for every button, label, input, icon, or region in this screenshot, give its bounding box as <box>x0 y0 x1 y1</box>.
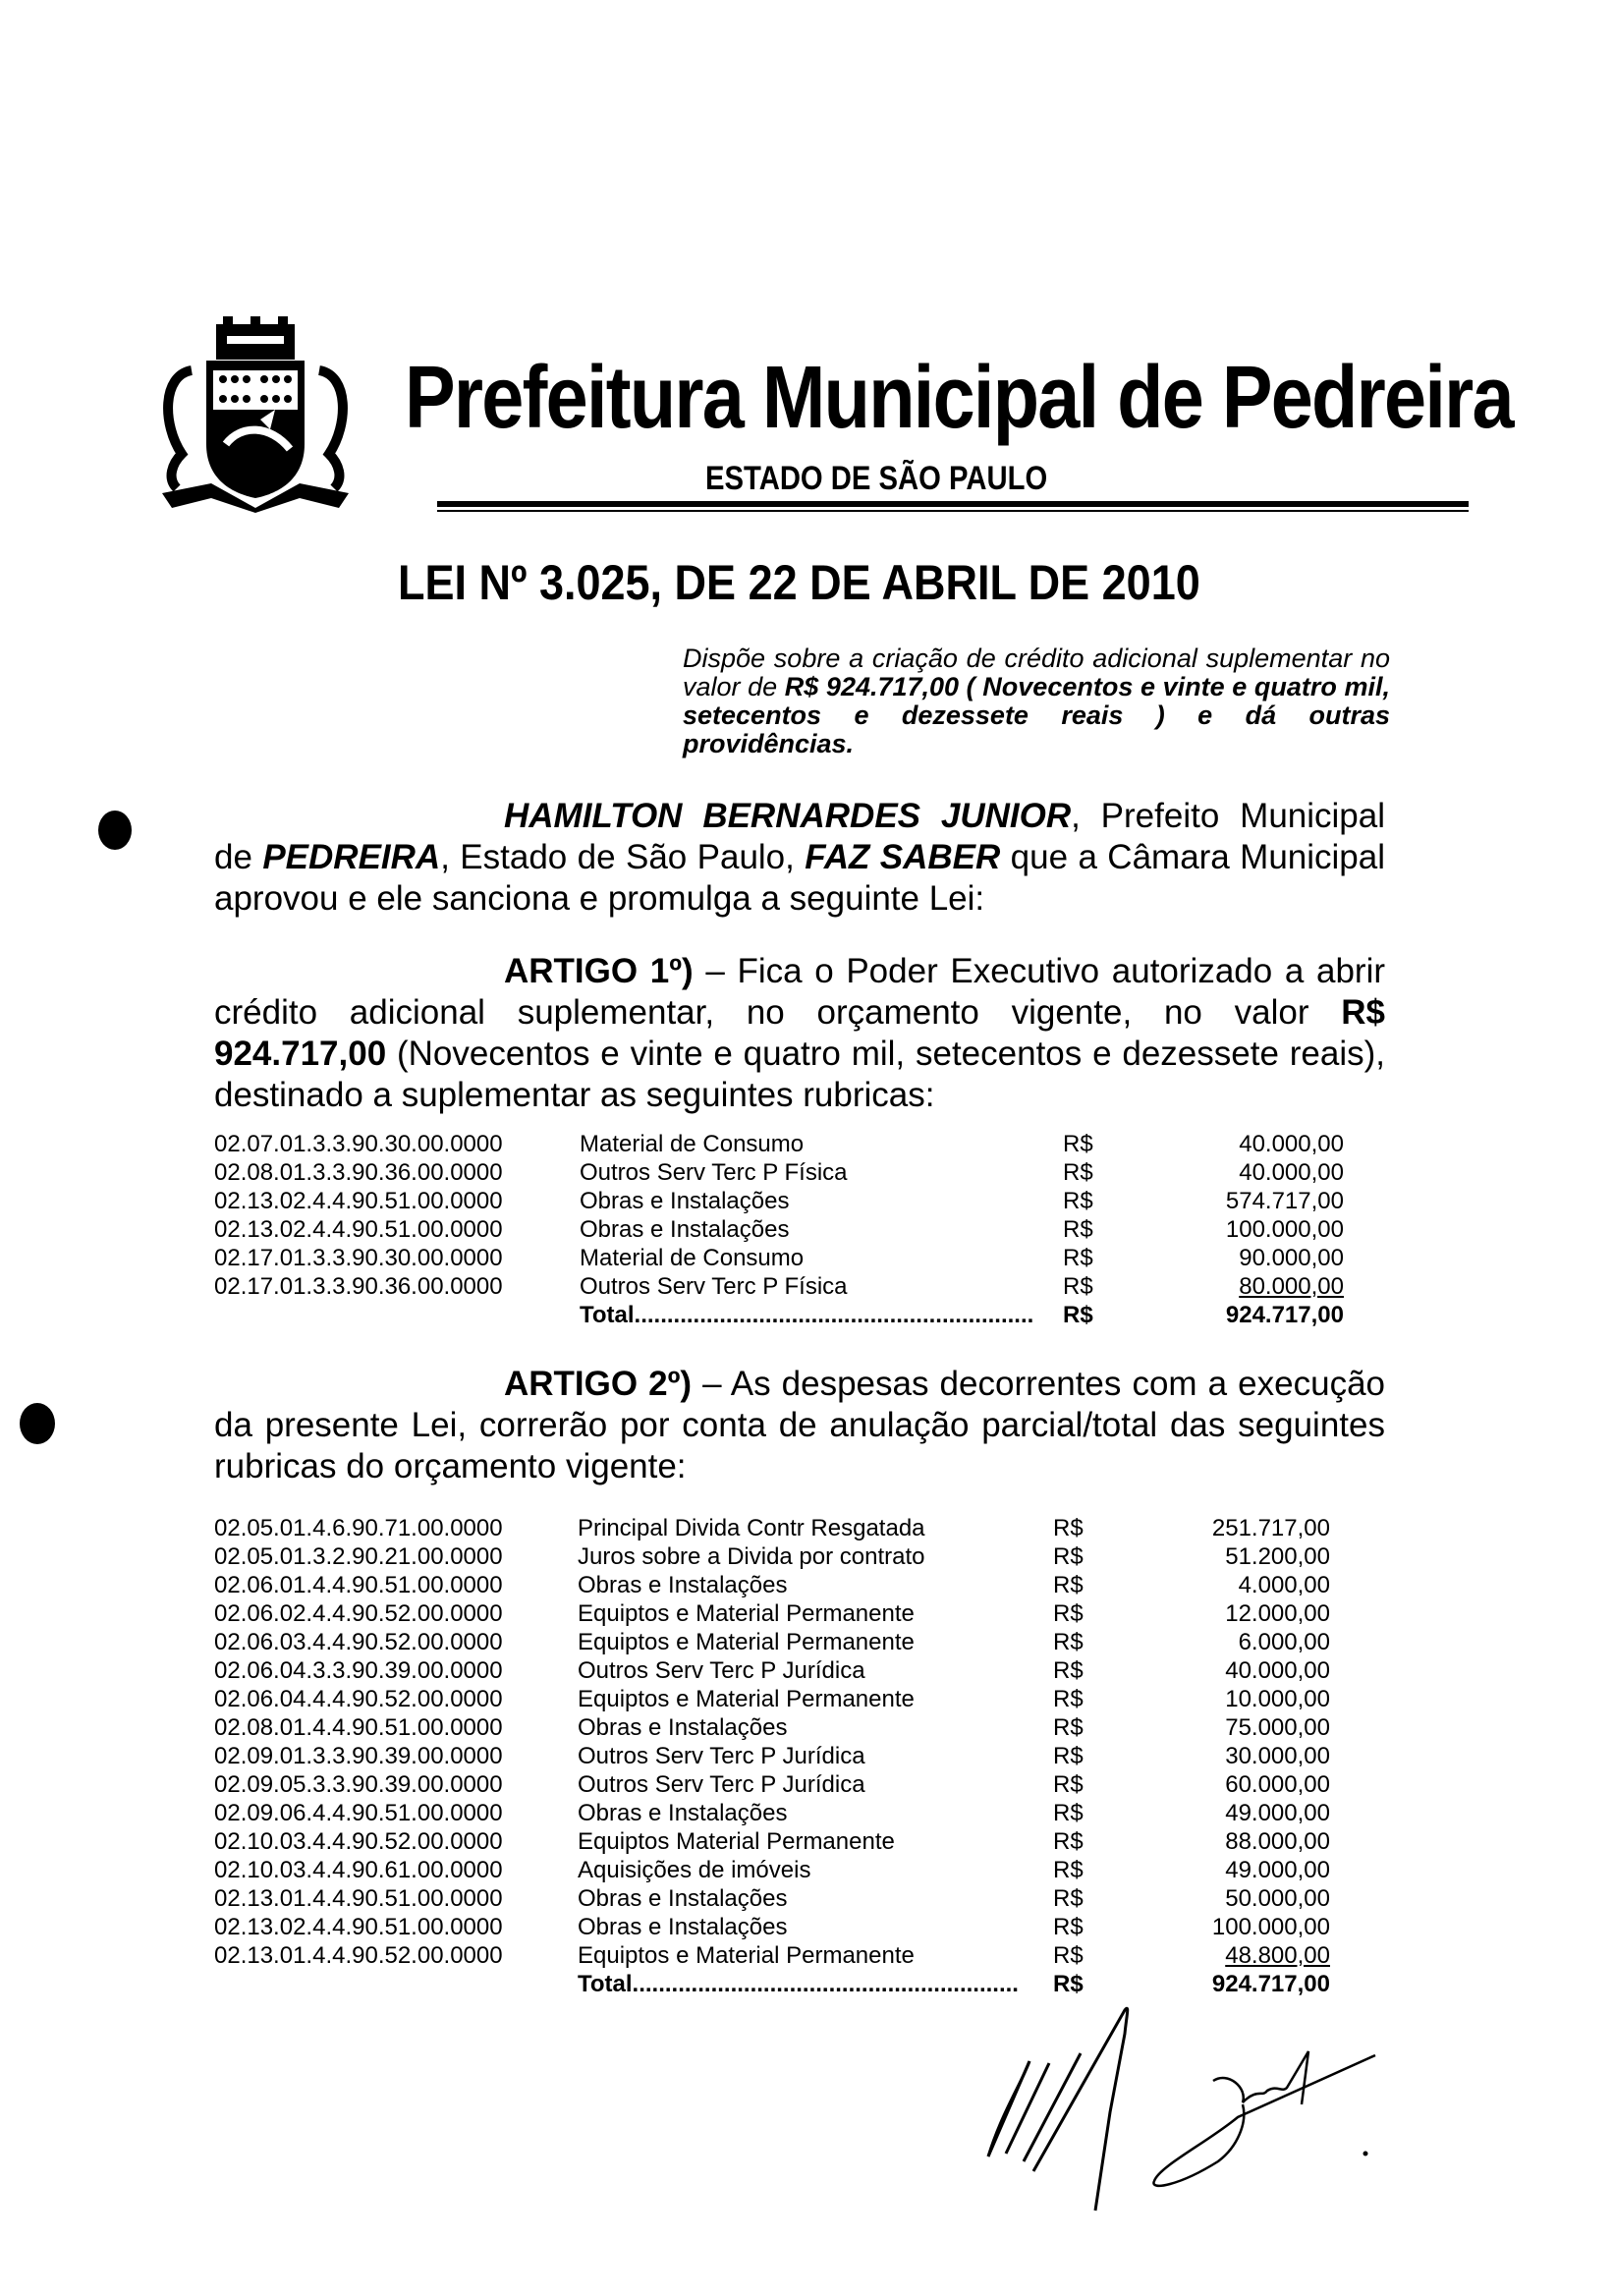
rubric-value: 30.000,00 <box>1225 1743 1330 1769</box>
article-1-amount: R$ 924.717,00 <box>214 993 1385 1073</box>
rubric-code: 02.13.01.4.4.90.52.00.0000 <box>214 1942 503 1969</box>
table-row <box>214 1628 1344 1656</box>
currency: R$ <box>1053 1629 1084 1655</box>
table-row <box>214 1941 1344 1970</box>
rubric-desc: Equiptos e Material Permanente <box>578 1686 915 1712</box>
rubric-value: 4.000,00 <box>1238 1572 1330 1598</box>
preamble-text: , Estado de São Paulo, <box>440 838 806 876</box>
header-divider-thin <box>437 510 1469 512</box>
page-subtitle: ESTADO DE SÃO PAULO <box>705 460 1048 497</box>
currency: R$ <box>1053 1885 1084 1912</box>
table-row <box>214 1187 1344 1215</box>
currency: R$ <box>1063 1302 1093 1328</box>
total-label: Total........................................................... <box>578 1971 1019 1997</box>
table-row <box>214 1713 1344 1742</box>
rubric-code: 02.05.01.3.2.90.21.00.0000 <box>214 1543 503 1570</box>
table-row <box>214 1571 1344 1599</box>
coat-of-arms-icon <box>152 316 359 513</box>
law-summary <box>683 644 1390 758</box>
signature-2-icon <box>1153 2051 1375 2186</box>
rubric-desc: Aquisições de imóveis <box>578 1857 811 1883</box>
rubric-value: 49.000,00 <box>1225 1800 1330 1826</box>
currency: R$ <box>1053 1657 1084 1684</box>
rubric-desc: Outros Serv Terc P Jurídica <box>578 1771 865 1798</box>
rubric-desc: Principal Divida Contr Resgatada <box>578 1515 925 1541</box>
currency: R$ <box>1063 1188 1093 1214</box>
summary-amount: R$ 924.717,00 <box>784 672 960 701</box>
total-value: 924.717,00 <box>1211 1971 1330 1997</box>
rubric-value: 49.000,00 <box>1225 1857 1330 1883</box>
rubric-desc: Material de Consumo <box>580 1245 805 1271</box>
table-row <box>214 1770 1344 1799</box>
table-row <box>214 1158 1344 1187</box>
rubric-desc: Obras e Instalações <box>578 1885 788 1912</box>
rubric-value: 88.000,00 <box>1225 1828 1330 1855</box>
article-1 <box>214 951 1385 1116</box>
currency: R$ <box>1063 1131 1093 1157</box>
rubric-code: 02.13.02.4.4.90.51.00.0000 <box>214 1216 503 1243</box>
currency: R$ <box>1053 1942 1084 1969</box>
signatures <box>923 1994 1395 2230</box>
preamble-text: , Prefeito Municipal de <box>214 797 1386 876</box>
currency: R$ <box>1063 1273 1093 1300</box>
rubric-desc: Equiptos e Material Permanente <box>578 1942 915 1969</box>
rubric-desc: Obras e Instalações <box>578 1914 788 1940</box>
rubric-code: 02.10.03.4.4.90.52.00.0000 <box>214 1828 503 1855</box>
table-row <box>214 1799 1344 1827</box>
table-row <box>214 1685 1344 1713</box>
table-row <box>214 1514 1344 1542</box>
currency: R$ <box>1053 1515 1084 1541</box>
rubric-code: 02.07.01.3.3.90.30.00.0000 <box>214 1131 503 1157</box>
summary-text: Dispõe sobre a criação de crédito adicional suplementar no valor de <box>683 644 1390 701</box>
rubric-desc: Obras e Instalações <box>578 1714 788 1741</box>
rubric-code: 02.13.02.4.4.90.51.00.0000 <box>214 1188 503 1214</box>
rubric-code: 02.13.02.4.4.90.51.00.0000 <box>214 1914 503 1940</box>
currency: R$ <box>1063 1159 1093 1186</box>
rubric-code: 02.08.01.3.3.90.36.00.0000 <box>214 1159 503 1186</box>
rubric-desc: Outros Serv Terc P Jurídica <box>578 1657 865 1684</box>
currency: R$ <box>1053 1714 1084 1741</box>
currency: R$ <box>1053 1971 1084 1997</box>
rubric-code: 02.09.05.3.3.90.39.00.0000 <box>214 1771 503 1798</box>
rubric-value: 6.000,00 <box>1238 1629 1330 1655</box>
table-row <box>214 1913 1344 1941</box>
rubric-desc: Outros Serv Terc P Física <box>580 1159 848 1186</box>
currency: R$ <box>1053 1800 1084 1826</box>
table-row <box>214 1884 1344 1913</box>
article-2 <box>214 1364 1385 1487</box>
rubric-code: 02.08.01.4.4.90.51.00.0000 <box>214 1714 503 1741</box>
rubric-value: 100.000,00 <box>1211 1914 1330 1940</box>
rubric-code: 02.10.03.4.4.90.61.00.0000 <box>214 1857 503 1883</box>
rubric-code: 02.13.01.4.4.90.51.00.0000 <box>214 1885 503 1912</box>
article-2-text: – As despesas decorrentes com a execução da presente Lei, correrão por conta de anulação parcial/total das seguintes rubricas do orçamento vigente: <box>214 1365 1385 1485</box>
city-name: PEDREIRA <box>262 838 441 876</box>
rubric-desc: Equiptos e Material Permanente <box>578 1600 915 1627</box>
rubric-code: 02.09.06.4.4.90.51.00.0000 <box>214 1800 503 1826</box>
rubric-value: 51.200,00 <box>1225 1543 1330 1570</box>
table-row <box>214 1827 1344 1856</box>
preamble-text: que a Câmara Municipal aprovou e ele sanciona e promulga a seguinte Lei: <box>214 838 1386 918</box>
article-1-text: – Fica o Poder Executivo autorizado a abrir crédito adicional suplementar, no orçamento vigente, no valor <box>214 952 1385 1032</box>
rubric-value: 100.000,00 <box>1225 1216 1344 1243</box>
article-1-text: (Novecentos e vinte e quatro mil, setecentos e dezessete reais), destinado a suplementar as seguintes rubricas: <box>214 1035 1385 1114</box>
rubric-desc: Equiptos Material Permanente <box>578 1828 895 1855</box>
rubric-value: 40.000,00 <box>1239 1131 1344 1157</box>
rubric-desc: Outros Serv Terc P Jurídica <box>578 1743 865 1769</box>
rubric-code: 02.06.04.4.4.90.52.00.0000 <box>214 1686 503 1712</box>
currency: R$ <box>1053 1771 1084 1798</box>
header-divider <box>437 501 1469 507</box>
currency: R$ <box>1053 1914 1084 1940</box>
signature-1-icon <box>988 2008 1128 2211</box>
table-row <box>214 1272 1344 1301</box>
currency: R$ <box>1053 1857 1084 1883</box>
rubric-value: 80.000,00 <box>1239 1273 1344 1300</box>
rubric-value: 40.000,00 <box>1225 1657 1330 1684</box>
table-row <box>214 1244 1344 1272</box>
rubric-value: 48.800,00 <box>1225 1942 1330 1969</box>
rubric-desc: Obras e Instalações <box>578 1572 788 1598</box>
summary-amount-words: ( Novecentos e vinte e quatro mil, setecentos e dezessete reais ) e dá outras providências. <box>683 672 1390 758</box>
rubric-desc: Equiptos e Material Permanente <box>578 1629 915 1655</box>
table-row <box>214 1599 1344 1628</box>
rubric-value: 40.000,00 <box>1239 1159 1344 1186</box>
article-2-label: ARTIGO 2º) <box>504 1365 693 1403</box>
rubric-desc: Obras e Instalações <box>580 1216 790 1243</box>
article-1-label: ARTIGO 1º) <box>504 952 694 990</box>
punch-hole-mark <box>98 811 132 850</box>
rubric-desc: Outros Serv Terc P Física <box>580 1273 848 1300</box>
rubric-code: 02.05.01.4.6.90.71.00.0000 <box>214 1515 503 1541</box>
rubric-value: 90.000,00 <box>1239 1245 1344 1271</box>
currency: R$ <box>1053 1686 1084 1712</box>
rubric-code: 02.06.04.3.3.90.39.00.0000 <box>214 1657 503 1684</box>
table-row <box>214 1856 1344 1884</box>
rubric-desc: Juros sobre a Divida por contrato <box>578 1543 925 1570</box>
total-label: Total............................................................. <box>580 1302 1034 1328</box>
law-title: LEI Nº 3.025, DE 22 DE ABRIL DE 2010 <box>398 555 1200 610</box>
rubric-value: 75.000,00 <box>1225 1714 1330 1741</box>
rubric-desc: Obras e Instalações <box>580 1188 790 1214</box>
table-total-row <box>214 1301 1344 1329</box>
table-row <box>214 1542 1344 1571</box>
page-title: Prefeitura Municipal de Pedreira <box>405 349 1513 447</box>
table-row <box>214 1215 1344 1244</box>
rubric-code: 02.06.03.4.4.90.52.00.0000 <box>214 1629 503 1655</box>
total-value: 924.717,00 <box>1225 1302 1344 1328</box>
preamble-paragraph <box>214 796 1385 920</box>
currency: R$ <box>1063 1216 1093 1243</box>
currency: R$ <box>1053 1572 1084 1598</box>
table-row <box>214 1656 1344 1685</box>
currency: R$ <box>1063 1245 1093 1271</box>
rubric-value: 60.000,00 <box>1225 1771 1330 1798</box>
rubric-code: 02.06.02.4.4.90.52.00.0000 <box>214 1600 503 1627</box>
rubric-code: 02.06.01.4.4.90.51.00.0000 <box>214 1572 503 1598</box>
table-row <box>214 1130 1344 1158</box>
rubric-code: 02.17.01.3.3.90.36.00.0000 <box>214 1273 503 1300</box>
punch-hole-mark <box>20 1403 55 1444</box>
currency: R$ <box>1053 1743 1084 1769</box>
table-row <box>214 1742 1344 1770</box>
rubric-value: 251.717,00 <box>1211 1515 1330 1541</box>
annulment-table <box>214 1514 1344 1998</box>
faz-saber: FAZ SABER <box>805 838 1001 876</box>
currency: R$ <box>1053 1543 1084 1570</box>
rubric-value: 574.717,00 <box>1225 1188 1344 1214</box>
rubric-desc: Material de Consumo <box>580 1131 805 1157</box>
rubric-code: 02.09.01.3.3.90.39.00.0000 <box>214 1743 503 1769</box>
rubric-desc: Obras e Instalações <box>578 1800 788 1826</box>
mayor-name: HAMILTON BERNARDES JUNIOR <box>504 797 1072 835</box>
currency: R$ <box>1053 1600 1084 1627</box>
rubric-code: 02.17.01.3.3.90.30.00.0000 <box>214 1245 503 1271</box>
rubric-value: 12.000,00 <box>1225 1600 1330 1627</box>
rubric-value: 50.000,00 <box>1225 1885 1330 1912</box>
rubric-value: 10.000,00 <box>1225 1686 1330 1712</box>
supplement-table <box>214 1130 1344 1329</box>
currency: R$ <box>1053 1828 1084 1855</box>
